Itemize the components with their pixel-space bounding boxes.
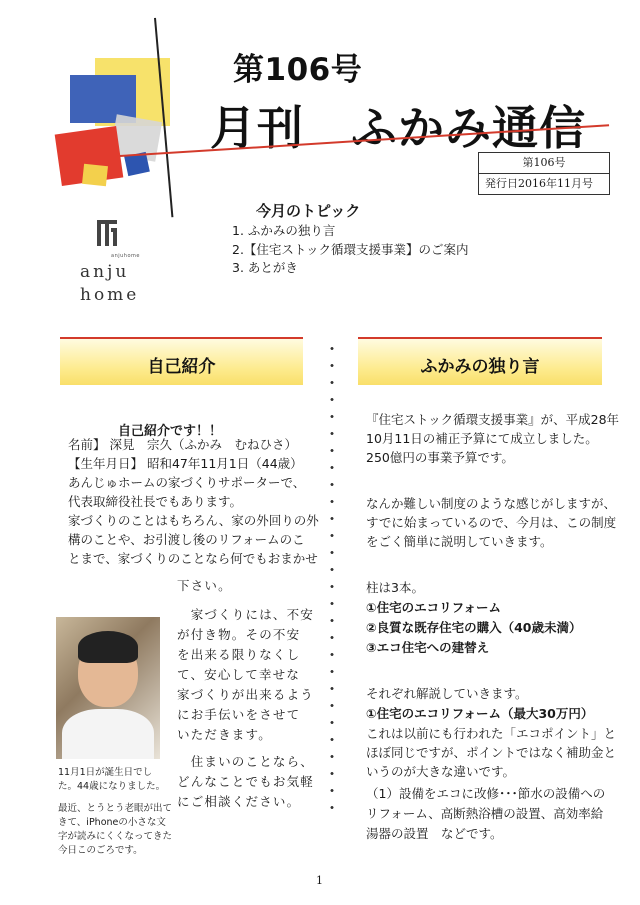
column-divider-dots — [330, 340, 334, 820]
intro-line: 【生年月日】 昭和47年11月1日（44歳） — [68, 456, 303, 471]
intro-line: あんじゅホームの家づくりサポーターで、 — [68, 475, 306, 490]
intro-narrow-line: 家づくりが出来るよう — [177, 687, 315, 702]
topics-list — [232, 222, 469, 278]
photo-caption-line: 字が読みにくくなってきた — [58, 831, 173, 842]
logo-text-anju: anju — [80, 262, 130, 282]
author-photo — [56, 617, 160, 759]
issue-number: 第106号 — [233, 52, 363, 88]
topics-title: 今月のトピック — [256, 202, 361, 220]
photo-caption-line: 11月1日が誕生日でし — [58, 767, 153, 778]
page-number: 1 — [316, 874, 323, 887]
photo-hair-shape — [78, 631, 138, 663]
explain-heading: ①住宅のエコリフォーム（最大30万円） — [366, 706, 594, 721]
intro-narrow-line: が付き物。その不安 — [177, 627, 301, 642]
explain-line: 湯器の設置 などです。 — [366, 826, 503, 841]
intro-line: 構のことや、お引渡し後のリフォームのこ — [68, 532, 305, 547]
intro-narrow-line: にお手伝いをさせて — [177, 707, 301, 722]
issue-box-date: 発行日2016年11月号 — [485, 177, 593, 190]
decor-square-yellow-small — [82, 164, 108, 186]
monologue-line: すでに始まっているので、今月は、この制度 — [366, 515, 617, 530]
photo-caption-line: きて、iPhoneの小さな文 — [58, 817, 166, 828]
monologue-line: 250億円の事業予算です。 — [366, 450, 514, 465]
intro-narrow-line: 下さい。 — [177, 578, 232, 593]
intro-narrow-line: どんなことでもお気軽 — [177, 774, 315, 789]
explain-line: リフォーム、高断熱浴槽の設置、高効率給 — [366, 806, 604, 821]
photo-shirt-shape — [62, 709, 154, 759]
explain-line: これは以前にも行われた「エコポイント」と — [366, 726, 617, 741]
anju-logo-icon — [95, 218, 119, 248]
intro-narrow-line: て、安心して幸せな — [177, 667, 301, 682]
self-intro-heading: 自己紹介 — [147, 357, 216, 377]
intro-line: 名前】 深見 宗久（ふかみ むねひさ） — [68, 437, 297, 452]
photo-caption-line: 今日このごろです。 — [58, 845, 143, 856]
explain-line: （1）設備をエコに改修･･･節水の設備への — [366, 786, 606, 801]
intro-narrow-line: 家づくりには、不安 — [177, 607, 315, 622]
photo-caption-line: 最近、とうとう老眼が出て — [58, 803, 173, 814]
pillars-intro: 柱は3本。 — [366, 580, 424, 595]
logo-text-home: home — [80, 285, 140, 305]
topic-item: 1. ふかみの独り言 — [232, 223, 336, 238]
intro-narrow-line: にご相談ください。 — [177, 794, 301, 809]
photo-caption-line: た。44歳になりました。 — [58, 781, 166, 792]
intro-narrow-line: を出来る限りなくし — [177, 647, 301, 662]
self-intro-heading-banner — [60, 337, 303, 385]
logo-small-text: anjuhome — [111, 253, 140, 259]
intro-title: 自己紹介です！！ — [118, 424, 223, 439]
newsletter-title: 月刊 ふかみ通信 — [210, 101, 586, 155]
intro-line: 家づくりのことはもちろん、家の外回りの外 — [68, 513, 319, 528]
issue-info-box — [478, 152, 610, 195]
issue-box-number: 第106号 — [479, 153, 609, 174]
monologue-heading: ふかみの独り言 — [420, 357, 540, 377]
topic-item: 3. あとがき — [232, 260, 298, 275]
pillar-item: ③エコ住宅への建替え — [366, 640, 490, 655]
explain-line: いうのが大きな違いです。 — [366, 764, 516, 779]
pillar-item: ①住宅のエコリフォーム — [366, 600, 501, 615]
monologue-line: をごく簡単に説明していきます。 — [366, 534, 553, 549]
pillar-item: ②良質な既存住宅の購入（40歳未満） — [366, 620, 582, 635]
intro-narrow-line: 住まいのことなら、 — [177, 754, 315, 769]
intro-line: 代表取締役社長でもあります。 — [68, 494, 243, 509]
intro-narrow-line: いただきます。 — [177, 727, 272, 742]
explain-line: ほぼ同じですが、ポイントではなく補助金と — [366, 745, 617, 760]
monologue-heading-banner — [358, 337, 602, 385]
monologue-line: 『住宅ストック循環支援事業』が、平成28年 — [366, 412, 620, 427]
topic-item: 2.【住宅ストック循環支援事業】のご案内 — [232, 241, 469, 257]
explain-intro: それぞれ解説していきます。 — [366, 686, 528, 701]
monologue-line: なんか難しい制度のような感じがしますが、 — [366, 496, 617, 511]
monologue-line: 10月11日の補正予算にて成立しました。 — [366, 431, 598, 446]
intro-line: とまで、家づくりのことなら何でもおまかせ — [68, 551, 318, 566]
